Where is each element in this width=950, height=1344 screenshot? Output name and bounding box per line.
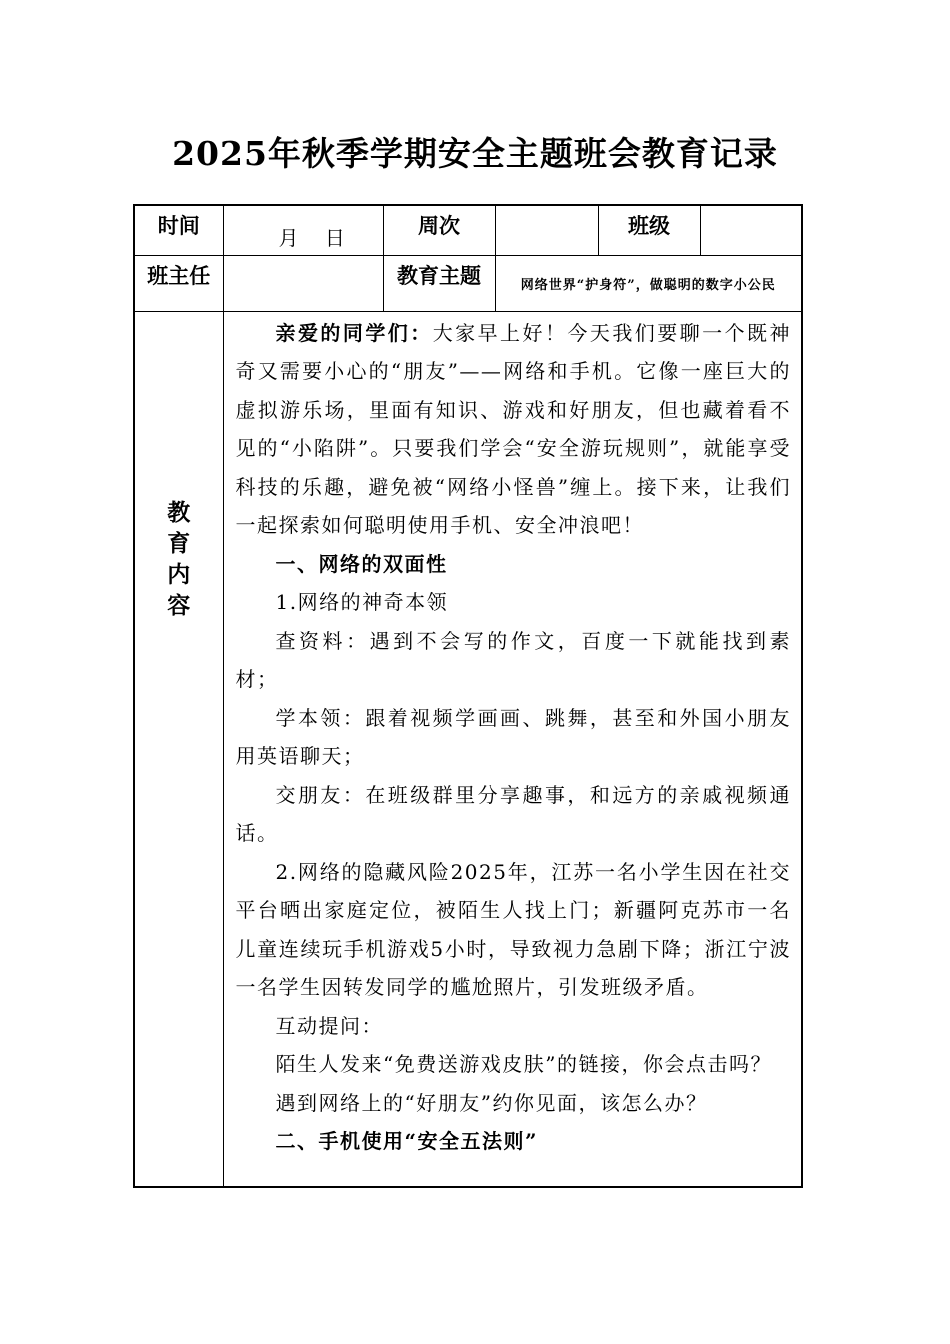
section1-paragraph: 查资料：遇到不会写的作文，百度一下就能找到素材； [235,628,791,691]
record-table [133,204,803,1188]
section1-paragraph: 2.网络的隐藏风险2025年，江苏一名小学生因在社交平台晒出家庭定位，被陌生人找上门；新疆阿克苏市一名儿童连续玩手机游戏5小时，导致视力急剧下降；浙江宁波一名学生因转发同学的尴尬照片，引发班级矛盾。 [235,859,791,999]
section1-paragraph: 遇到网络上的“好朋友”约你见面，该怎么办？ [275,1090,708,1115]
section1-paragraph: 交朋友：在班级群里分享趣事，和远方的亲戚视频通话。 [235,782,791,845]
content-label-char: 内 [167,560,191,588]
week-value [495,205,598,255]
teacher-value [223,255,383,311]
section1-paragraph: 陌生人发来“免费送游戏皮肤”的链接，你会点击吗？ [275,1052,772,1076]
time-label: 时间 [134,205,223,255]
intro-paragraph [236,314,792,545]
content-side-label [134,311,223,1187]
content-label-char: 教 [167,498,191,526]
section1-sub1: 1.网络的神奇本领 [275,590,449,614]
theme-value: 网络世界“护身符”，做聪明的数字小公民 [495,255,802,311]
section2-heading: 二、手机使用“安全五法则” [275,1129,539,1153]
class-value [700,205,802,255]
section1-paragraph: 学本领：跟着视频学画画、跳舞，甚至和外国小朋友用英语聊天； [235,705,791,768]
section1-heading: 一、网络的双面性 [275,551,448,576]
week-label: 周次 [383,205,495,255]
content-label-char: 育 [167,529,191,557]
intro-lead: 亲爱的同学们： [275,320,433,345]
table-row-content [134,311,802,1187]
class-label: 班级 [598,205,700,255]
intro-text: 大家早上好！今天我们要聊一个既神奇又需要小心的“朋友”——网络和手机。它像一座巨大的虚拟游乐场，里面有知识、游戏和好朋友，但也藏着看不见的“小陷阱”。只要我们学会“安全游玩规则”，就能享受科技的乐趣，避免被“网络小怪兽”缠上。接下来，让我们一起探索如何聪明使用手机、安全冲浪吧！ [235,320,792,537]
content-body [223,311,802,1187]
time-value: 月 日 [223,205,383,255]
content-label-char: 容 [167,591,191,619]
table-row-time [134,205,802,255]
teacher-label: 班主任 [134,255,223,311]
table-row-teacher [134,255,802,311]
theme-label: 教育主题 [383,255,495,311]
document-title: 2025年秋季学期安全主题班会教育记录 [172,134,778,173]
section1-paragraph: 互动提问： [275,1013,383,1038]
